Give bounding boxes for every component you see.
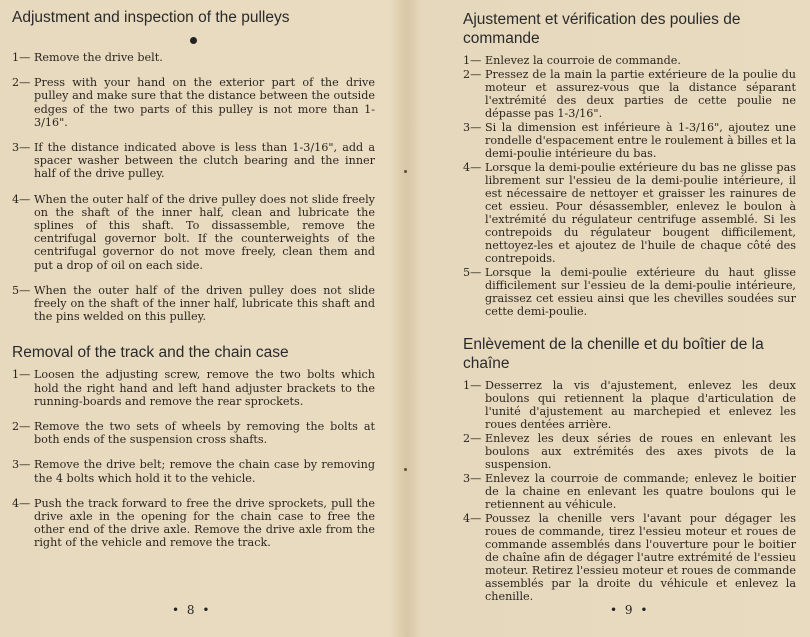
item-number: 5—: [12, 283, 31, 297]
list-item: [463, 121, 796, 160]
list-item: [12, 497, 375, 550]
list-item: [12, 284, 375, 324]
item-text: Poussez la chenille vers l'avant pour dégager les roues de commande, tirez l'essieu moteur et roues de commande assemblés dans l'ouverture pour le boitier de chaîne afin de dégager l'autre extrémité de l'essieu moteur. Retirez l'essieu moteur et roues de commande assemblés par la droite du véhicule et enlevez la chenille.: [485, 512, 796, 603]
item-number: 3—: [12, 458, 31, 472]
item-text: Push the track forward to free the drive sprockets, pull the drive axle in the opening for the chain case to free the other end of the drive axle. Remove the drive axle from the right of the vehicle and remove the track.: [34, 496, 375, 550]
page-title: Adjustment and inspection of the pulleys: [12, 9, 290, 26]
step-list: [12, 51, 375, 323]
list-item: [12, 76, 375, 129]
list-item: [12, 51, 375, 64]
list-item: [12, 193, 375, 272]
list-item: [12, 420, 375, 446]
fold-mark: [404, 170, 407, 173]
item-number: 5—: [463, 266, 482, 279]
item-text: If the distance indicated above is less than 1-3/16", add a spacer washer between the clutch bearing and the inner half of the drive pulley.: [34, 141, 375, 181]
item-number: 3—: [463, 472, 482, 485]
item-number: 4—: [12, 496, 31, 510]
item-number: 2—: [463, 432, 482, 445]
list-item: [463, 54, 796, 67]
item-number: 1—: [12, 368, 31, 382]
item-number: 3—: [463, 121, 482, 134]
item-number: 1—: [463, 54, 482, 67]
item-number: 2—: [463, 68, 482, 81]
page-title: Ajustement et vérification des poulies de commande: [463, 11, 741, 47]
list-item: [463, 432, 796, 471]
item-text: Lorsque la demi-poulie extérieure du bas ne glisse pas librement sur l'essieu de la demi-poulie intérieure, il est nécessaire de nettoyer et graisser les rainures de cet essieu. Pour désassembler, enlevez le boulon à l'extrémité du régulateur centrifuge assemblé. Si les contrepoids du régulateur bougent difficilement, nettoyez-les et ajoutez de l'huile de chaque côté des contrepoids.: [485, 161, 796, 265]
item-text: When the outer half of the drive pulley does not slide freely on the shaft of the inner half, clean and lubricate the splines of this shaft. To dissassemble, remove the centrifugal governor bolt. If the counterweights of the centrifugal governor do not move freely, clean them and put a drop of oil on each side.: [34, 192, 375, 272]
list-item: [12, 458, 375, 484]
list-item: [463, 68, 796, 120]
page-number: • 8 •: [172, 603, 212, 617]
item-text: Remove the drive belt; remove the chain case by removing the 4 bolts which hold it to the vehicle.: [34, 458, 375, 485]
item-number: 4—: [12, 192, 31, 206]
step-list: [463, 54, 796, 318]
item-text: When the outer half of the driven pulley does not slide freely on the shaft of the inner half, lubricate this shaft and the pins welded on this pulley.: [34, 283, 375, 324]
item-text: Remove the two sets of wheels by removing the bolts at both ends of the suspension cross shafts.: [34, 420, 375, 447]
right-page: [405, 0, 810, 637]
item-text: Lorsque la demi-poulie extérieure du haut glisse difficilement sur l'essieu de la demi-poulie intérieure, graissez cet essieu ainsi que les chevilles soudées sur cette demi-poulie.: [485, 266, 796, 318]
page-number: • 9 •: [610, 603, 650, 617]
list-item: [463, 266, 796, 318]
step-list: [12, 368, 375, 549]
item-number: 4—: [463, 161, 482, 174]
list-item: [12, 141, 375, 181]
item-number: 2—: [12, 76, 31, 90]
list-item: [463, 512, 796, 603]
item-text: Si la dimension est inférieure à 1-3/16", ajoutez une rondelle d'espacement entre le roulement à billes et la demi-poulie intérieure du bas.: [485, 121, 796, 160]
item-number: 4—: [463, 512, 482, 525]
item-text: Press with your hand on the exterior part of the drive pulley and make sure that the distance between the outside edges of the two parts of this pulley is not more than 1-3/16".: [34, 76, 375, 129]
item-text: Remove the drive belt.: [34, 51, 163, 64]
item-text: Enlevez la courroie de commande; enlevez le boitier de la chaine en enlevant les quatre boulons qui le retiennent au véhicule.: [485, 472, 796, 511]
item-text: Desserrez la vis d'ajustement, enlevez les deux boulons qui retiennent la plaque d'articulation de l'unité d'ajustement au marchepied et enlevez les roues dentées arrière.: [485, 379, 796, 431]
list-item: [12, 368, 375, 408]
item-text: Pressez de la main la partie extérieure de la poulie du moteur et assurez-vous que la distance séparant l'extrémité des deux parties de cette poulie ne dépasse pas 1-3/16".: [485, 68, 796, 120]
item-text: Enlevez les deux séries de roues en enlevant les boulons aux extrémités des axes pivots de la suspension.: [485, 432, 796, 471]
section-heading: Enlèvement de la chenille et du boîtier de la chaîne: [463, 336, 764, 372]
section-heading: Removal of the track and the chain case: [12, 344, 289, 362]
item-number: 1—: [12, 51, 31, 64]
list-item: [463, 161, 796, 265]
item-text: Enlevez la courroie de commande.: [485, 54, 681, 67]
item-number: 2—: [12, 420, 31, 434]
item-number: 1—: [463, 379, 482, 392]
list-item: [463, 379, 796, 431]
item-number: 3—: [12, 141, 31, 155]
step-list: [463, 379, 796, 603]
list-item: [463, 472, 796, 511]
fold-mark: [404, 468, 407, 471]
item-text: Loosen the adjusting screw, remove the two bolts which hold the right hand and left hand adjuster brackets to the running-boards and remove the rear sprockets.: [34, 368, 375, 408]
bullet-ornament: [12, 33, 375, 45]
